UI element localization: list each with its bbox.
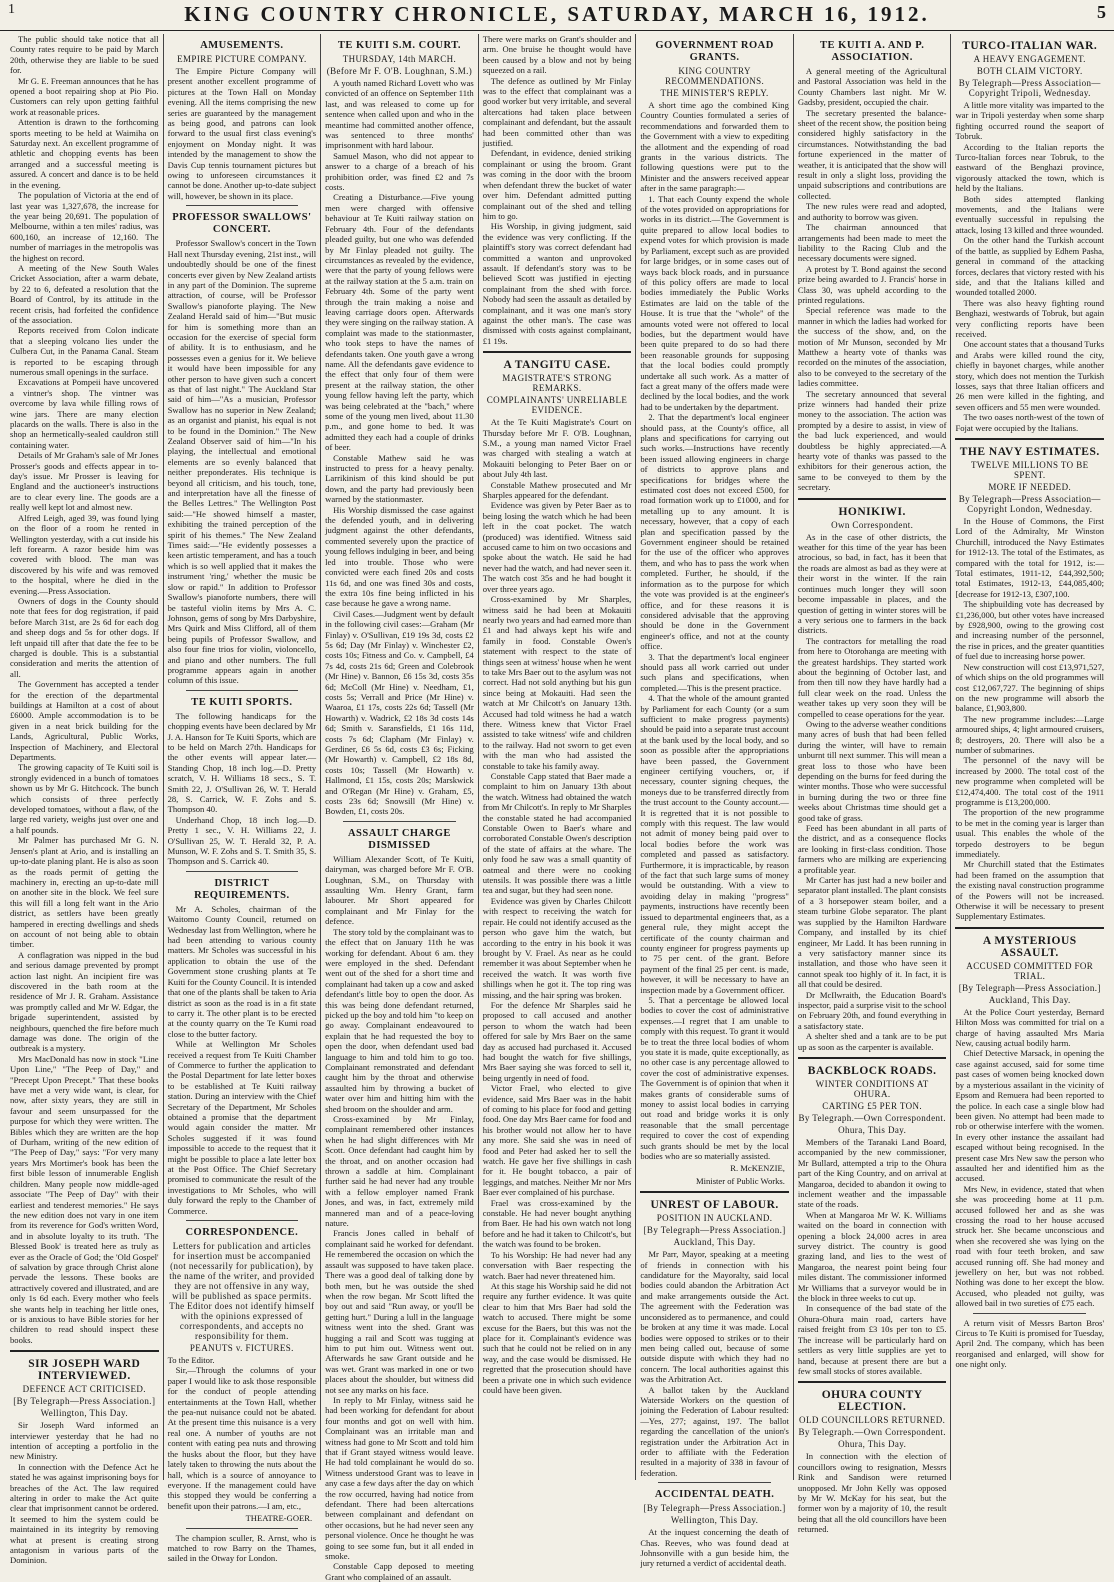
article-paragraph: At this stage his Worship said he did not require any further evidence. It was quite clear to him that Mrs Baer had sold the watch to accused. There might be some excuse for the Baers, but this was not the place for it. Complainant's evidence was such that he could not be relied on in any way, and the case would be dismissed. He regretted that the prosecution should have been a private one in which such evidence could have been given. (482, 1280, 632, 1395)
column-divider-rule (955, 438, 1104, 440)
column-divider-rule (798, 1057, 947, 1059)
article-paragraph: 4. That the whole of the amount granted by Parliament for each County (or a sum sufficient to make progress payments) should be paid into a separate trust account at the bank used by the local body, and so soon as possible after the appropriations have been passed, the Government engineer certifying vouchers, or, if necessary, counter signing cheques, the moneys due to be transferred directly from the trust account to the County account.—It is regretted that it is not possible to comply with this request. The law would not admit of money being paid over to local bodies before the work was completed and passed as satisfactory. Furthermore, it is impracticable, by reason of the fact that such large sums of money would be outstanding. With a view to avoiding delay in making "progress" payments, instructions have recently been issued to departmental engineers that, as a general rule, they might accept the certificate of the county chairman and county engineer for progress payments up to 75 per cent. of the grant. Before payment of the final 25 per cent. is made, however, it will be necessary to have an inspection made by a Government officer. (640, 693, 789, 995)
article-headline: GOVERNMENT ROAD GRANTS. (655, 40, 774, 63)
column-divider-rule (955, 927, 1104, 929)
article-paragraph: Special reference was made to the manner in which the ladies had worked for the success of the show, and, on the motion of Mr Munson, seconded by Mr Matthew a hearty vote of thanks was recorded on the minutes of the association, also to be conveyed to the secretary of the ladies committee. (797, 305, 947, 389)
article-paragraph: Frael was cross-examined by the constable. He had never bought anything from Baer. He had his own watch not long before and he had it taken to Chilcott's, but the watch was found to be broken. (482, 1197, 632, 1250)
article-paragraph: At the Te Kuiti Magistrate's Court on Thursday before Mr F. O'B. Loughnan, S.M., a young man named Victor Frael was charged with stealing a watch at Mokauiti belonging to Peter Baer on or about July 4th last. (482, 417, 632, 480)
column-divider-rule (640, 1191, 789, 1193)
article-paragraph: Creating a Disturbance.—Five young men were charged with offensive behaviour at Te Kuiti railway station on February 4th. Four of the defendants pleaded guilty, but one who was defended by Mr Finlay pleaded not guilty. The circumstances as revealed by the evidence, were that the party of young fellows were at the railway station at the 5 a.m. train on February 4th. Some of the party went through the train making a noise and leaving carriage doors open. Afterwards they were singing on the railway station. A complaint was made to the stationmaster, who took steps to have the names of defendants taken. One youth gave a wrong name. All the defendants gave evidence to the effect that only four of them were present at the railway station, the other young fellow having left the party, which was being celebrated at the "bach," where some of the young men lived, about 11.30 p.m., and gone home to bed. It was admitted they each had a couple of drinks of beer. (325, 192, 474, 453)
column-divider-rule (973, 1313, 1086, 1314)
article-paragraph: The secretary announced that several prize winners had handed their prize money to the association. The action was prompted by a desire to assist, in view of the bad luck experienced, and would doubtless be highly appreciated.—A hearty vote of thanks was passed to the exhibitors for their generous action, the same to be conveyed to them by the secretary. (797, 388, 947, 493)
article-subheading: By Telegraph.—Own Correspondent. (798, 1112, 946, 1123)
article-paragraph: A return visit of Messrs Barton Bros' Circus to Te Kuiti is promised for Tuesday, April 2nd. The company, which has been reorganised and enlarged, will show for one night only. (955, 1317, 1105, 1370)
article-paragraph: To his Worship: He had never had any conversation with Baer respecting the watch. Baer had never threatened him. (482, 1249, 632, 1281)
article-headline: TURCO-ITALIAN WAR. (962, 40, 1098, 52)
article-paragraph: In the House of Commons, the First Lord of the Admiralty, Mr Winston Churchill, introduced the Navy Estimates for 1912-13. The total of the Estimates, as compared with the total for 1912, is:—Total estimates, 1911-12, £44,392,500; total Estimates, 1912-13, £44,085,400; [decrease for 1912-13, £307,100. (955, 516, 1105, 599)
article-paragraph: Underhand Chop, 18 inch log.—D. Pretty 1 sec., V. H. Williams 22, J. O'Sullivan 25, W. T. Herald 32, P. A. Munson, W. F. Zohs and S. T. Smith 35, S. Thompson and S. Carrick 40. (167, 814, 317, 867)
article-paragraph: Samuel Mason, who did not appear to answer to a charge of a breach of his prohibition order, was fined £2 and 7s costs. (325, 150, 474, 193)
article-paragraph: A little more vitality was imparted to the war in Tripoli yesterday when some sharp fighting occurred round the seaport of Tobruk. (955, 100, 1105, 142)
article-paragraph: At the Police Court yesterday, Bernard Hilton Moss was committed for trial on a charge of having assaulted Mrs Maria New, causing actual bodily harm. (955, 1006, 1105, 1049)
article-paragraph: The two oases north-west of the town of Fojat were occupied by the Italians. (955, 412, 1105, 433)
article-subheading: Auckland, This Day. (673, 1237, 756, 1248)
article-subheading: THE MINISTER'S REPLY. (660, 88, 769, 98)
article-subheading: POSITION IN AUCKLAND. (656, 1213, 773, 1224)
article-headline: SIR JOSEPH WARD INTERVIEWED. (28, 1358, 141, 1383)
article-paragraph: Civil Cases.—Judgment went by default in the following civil cases:—Graham (Mr Finlay) v. O'Sullivan, £19 19s 3d, costs £2 5s 6d; Day (Mr Finlay) v. Winchester £2, costs 10s; Fitness and Co. v. Campbell, £4 7s 4d, costs 21s 6d; Green and Colebrook (Mr Hine) v. Bannon, £6 15s 3d, costs 35s 6d; McColl (Mr Hine) v. Needham, £1, costs 5s; Verrall and Price (Mr Hine) v. Waaroa, £1 17s, costs 22s 6d; Tassell (Mr Howarth) v. Wadrick, £2 18s 3d costs 14s 6d; Smith v. Saransfields, £1 16s 11d, costs 7s 6d; Clapham (Mr Finlay) v. Gerdiner, £6 5s 6d, costs £3 6s; Ficking (Mr Howarth) v. Campbell, £2 18s 8d, costs 10s; Tassell (Mr Howarth) v. Hallmond, £1 15s, costs 20s; Marskwick and O'Regan (Mr Hine) v. Graham, £5, costs 23s 6d; Snowsill (Mr Hine) v. Bowden, £1, costs 20s. (325, 608, 474, 817)
masthead-left-mark: 1 (8, 2, 15, 17)
article-paragraph: According to the Italian reports the Turco-Italian forces near Tobruk, to the eastward of the Benghazi province, vigorously attacked the town, which is held by the Italians. (955, 141, 1105, 194)
article-paragraph: One account states that a thousand Turks and Arabs were killed round the city, chiefly in bayonet charges, while another story, which does not mention the Turkish losses, says that three Italian officers and 26 men were killed in the fighting, and seven officers and 55 men were wounded. (955, 339, 1105, 412)
article-subheading: TWELVE MILLIONS TO BE SPENT. (971, 460, 1089, 480)
article-subheading: PEANUTS v. FICTURES. (189, 1343, 294, 1354)
article-subheading: Wellington, This Day. (670, 1515, 759, 1526)
article-headline: BACKBLOCK ROADS. (807, 1064, 937, 1077)
article-paragraph: A general meeting of the Agricultural and Pastoral Association was held in the County Chambers last night. Mr W. Gadsby, president, occupied the chair. (797, 66, 947, 108)
column-7 (950, 34, 1108, 1480)
column-6 (793, 34, 951, 1535)
article-paragraph: There were marks on Grant's shoulder and arm. One bruise he thought would have been caused by a blow and not by being squeezed on a rail. (482, 34, 632, 76)
article-subheading: Auckland, This Day. (988, 994, 1071, 1005)
article-paragraph: Members of the Taranaki Land Board, accompanied by the new commissioner, Mr Bullard, attempted a trip to the Ohura part of the King Country, and on arrival at Mangaroa, decided to abandon it owing to inclement weather and the impassable state of the roads. (797, 1136, 947, 1210)
article-headline: OHURA COUNTY ELECTION. (821, 1389, 923, 1414)
article-paragraph: Constable Capp stated that Baer made a complaint to him on January 13th about the watch. Witness had obtained the watch from Mr Chilcott's. In reply to Mr Sharples the constable stated he had accompanied Constable Owen to Baer's whare and corroborated Constable Owen's description of the state of affairs at the whare. The only food he saw was a small quantity of oatmeal and there were no cooking utensils. It was possible there was a little tea and sugar, but they had seen none. (482, 771, 632, 896)
column-divider-rule (186, 1220, 299, 1221)
column-3 (320, 34, 478, 1582)
article-subheading: DEFENCE ACT CRITICISED. (22, 1384, 146, 1395)
article-paragraph: Constable Capp deposed to meeting Grant who complained of an assault. (325, 1561, 474, 1582)
article-paragraph: New construction will cost £13,971,527, of which ships on the old programmes will cost £12,067,727. The beginning of ships on the new programme will absorb the balance, £1,903,800. (955, 661, 1105, 714)
article-paragraph: His Worship, in giving judgment, said the evidence was very conflicting. If the plaintiff's story was correct defendant had committed a wanton and unprovoked assault. If defendant's story was to be believed Scott was justified in ejecting complainant from the shed with force. Nobody had seen the assault as detailed by complainant, and it was one man's story against the other man's. The case was dismissed with costs against complainant, £1 19s. (482, 221, 632, 346)
article-subheading: Letters for publication and articles for insertion must be accompanied (not necessarily for publication), by the name of the writer, and provided they are not offensive in any way, will be published as space permits. The Editor does not identify himself with the opinions expressed of correspondents, and accepts no responsibility for them. (169, 1241, 315, 1342)
column-divider-rule (658, 1482, 771, 1483)
article-paragraph: Mr A. Scholes, chairman of the Waitomo County Council, returned on Wednesday last from Wellington, where he had been attending to various county matters. Mr Scholes was successful in his application to obtain the use of the Government stone crushing plants at Te Kuiti for the County Council. It is intended that one of the plants shall be taken to Aria district as soon as the road is in a fit state to carry it. The other plant is to be erected at the county quarry on the Te Kumi road close to the butter factory. (167, 903, 317, 1039)
article-paragraph: A protest by T. Bond against the second prize being awarded to J. Francis' horse in Class 30, was upheld according to the printed regulations. (797, 263, 947, 305)
article-paragraph: In reply to Mr Finlay, witness said he had been working for defendant for about four months and got on well with him. Complainant was an irritable man and witness had gone to Mr Scott and told him that if Grant stayed witness would leave. He had told complainant he would do so. Witness understood Grant was to leave in any case a few days after the day on which the row occurred, having had notice from defendant. There had been altercations between complainant and defendant on other occasions, but he had never seen any personal violence. Once he thought he was going to see some fun, but it all ended in smoke. (325, 1394, 474, 1562)
column-2 (163, 34, 321, 1564)
column-divider-rule (483, 351, 632, 353)
article-paragraph: Both sides attempted flanking movements, and the Italians were eventually successful in repulsing the attack, losing 13 killed and three wounded. (955, 193, 1105, 235)
article-headline: PROFESSOR SWALLOWS' CONCERT. (172, 212, 312, 236)
article-paragraph: A shelter shed and a tank are to be put up as soon as the carpenter is available. (797, 1031, 947, 1052)
article-paragraph: Details of Mr Graham's sale of Mr Jones Prosser's goods and effects appear in to-day's issue. Mr Prosser is leaving for England and the auctioneer's instructions are to clear every line. The goods are a really well kept lot and almost new. (10, 450, 159, 513)
article-paragraph: 2. That the department's local engineer should pass, at the County's office, all plans and specifications for carrying out such works.—Instructions have recently been issued allowing engineers in charge of districts to approve plans and specifications for bridges where the estimated cost does not exceed £500, for road formation work up to £1000, and for metalling up to any amount. It is necessary, however, that a copy of each plan and specification passed by the Government engineer should be retained for the use of the officer who approves them, and who has to pass the work when completed. Further, he should, if the information as to the purpose for which the vote was provided is at the engineer's office, and for these reasons it is considered advisable that the approving should be done in the Government engineer's office, and not at the county office. (640, 412, 789, 652)
article-paragraph: His Worship dismissed the case against the defended youth, and in delivering judgment against the other defendants, commented severely upon the practice of young fellows indulging in beer, and being led into trouble. Those who were convicted were each fined 20s and costs 11s 6d, and one was fined 30s and costs, the extra 10s fine being inflicted in his case because he gave a wrong name. (325, 504, 474, 609)
column-divider-rule (186, 690, 299, 691)
article-subheading: MORE IF NEEDED. (988, 482, 1072, 492)
article-headline: TE KUITI A. AND P. ASSOCIATION. (820, 40, 925, 63)
article-paragraph: 3. That the department's local engineer should pass all work carried out under such plans and specifications, when completed.—This is the present practice. (640, 651, 789, 693)
article-paragraph: Evidence was given by Charles Chilcott with respect to receiving the watch for repair. He could not identify accused as the person who gave him the watch, but according to the entry in his book it was brought by V. Frael. As near as he could remember it was about September when he received the watch. It was worth five shillings when he got it. The top ring was missing, and the hair spring was broken. (482, 895, 632, 1000)
article-paragraph: A short time ago the combined King Country Counties formulated a series of recommendations and forwarded them to the Government with a view to expediting the allotment and the expending of road grants in the various districts. The following questions were put to the Minister and the answers received appear after in the same paragraph:— (640, 100, 789, 194)
article-subheading: BOTH CLAIM VICTORY. (976, 66, 1083, 76)
article-paragraph: Francis Jones called in behalf of complainant said he worked for defendant. He remembered the occasion on which the assault was supposed to have taken place. There was a good deal of talking done by both men, but he was outside the shed when the row began. Mr Scott lifted the boy out and said "Run away, or you'll be getting hurt." During a lull in the language witness went into the shed. Grant was hugging a rail and Scott was tugging at him to put him out. Witness went out. Afterwards he saw Grant outside and he was wet. Grant was marked in one or two places about the shoulder, but witness did not see any marks on his face. (325, 1228, 474, 1395)
article-headline: A MYSTERIOUS ASSAULT. (982, 934, 1077, 959)
article-headline: A TANGITU CASE. (503, 359, 611, 372)
article-paragraph: Sir,—Through the columns of your paper I would like to ask those responsible for the conduct of people attending entertainments at the Town Hall, whether the pea-nut nuisance could not be abated. At the present time this nuisance is a very real one. A number of youths are not content with eating pea nuts and throwing the husks about the floor, but they have lately taken to throwing the nuts about the hall, which is a source of annoyance to everyone. If the management could have this stopped they would be conferring a benefit upon their patrons.—I am, etc., (167, 1365, 317, 1511)
article-paragraph: Mrs MacDonald has now in stock "Line Upon Line," "The Peep of Day," and "Precept Upon Precept." That these books have met a very wide want, is clear, for now, after sixty years, they are still in favour and seem unsurpassed for the purpose for which they were written. The Bibles which they are written are the hop of Durham, writing of the new edition of "The Peep of Day," says: "For very many years Mrs Mortimer's book has been the first bible lesson of innumerable English children. Many people now middle-aged associate "The Peep of Day" with their earliest and tenderest memories." He says the new edition does not vary in one item from its reverence for God's written Word, and in absolute loyalty to its truth. 'The Blessed Book' is treated here as truly as ever as the Oracle of God; the 'Old Gospel' of salvation by grace through Christ alone pervade the lessons. These books are attractively covered and illustrated, and are only 1s 6d each. Every mother who feels she wants help in teaching her little ones, or is anxious to have Bible stories for her children to read should inspect these books. (10, 1053, 159, 1345)
article-paragraph: In consequence of the bad state of the Ohura-Ohura main road, carters have raised freight from £3 10s per ton to £5. The increase will be particularly hard on settlers as very little supplies are yet to hand, because at present there are but a few small stocks of stores available. (797, 1303, 947, 1376)
article-subheading: By Telegraph.—Own Correspondent. (798, 1427, 946, 1438)
column-1 (6, 34, 163, 1566)
article-paragraph: Evidence was given by Peter Baer as to being losing the watch which he had been left in the coat pocket. The watch (produced) was identified. Witness said accused came to him on two occasions and spoke about the watch. He said he had never had the watch, and had never seen it. The watch cost 35s and he had bought it over three years ago. (482, 500, 632, 594)
article-subheading: WINTER CONDITIONS AT OHURA. (815, 1078, 929, 1099)
article-headline: AMUSEMENTS. (200, 40, 284, 51)
article-paragraph: The secretary presented the balance-sheet of the recent show, the position being considered highly satisfactory in the circumstances. Notwithstanding the bad fortune experienced in the matter of weather, it is anticipated that the show will result in only a slight loss, providing the unpaid subscriptions and contributions are collected. (797, 107, 947, 201)
article-paragraph: A ballot taken by the Auckland Waterside Workers on the question of joining the Federation of Labour resulted:—Yes, 277; against, 197. The ballot regarding the cancellation of the union's registration under the Arbitration Act in order to affiliate with the Federation resulted in a majority of 338 in favour of federation. (640, 1384, 789, 1478)
article-paragraph: When at Mangaroa Mr W. K. Williams waited on the board in connection with opening a block 24,000 acres in area survey district. The country is good grazing land, and lies to the west of Mangaroa, the nearest point being four miles distant. The commissioner informed Mr Williams that a surveyor would be in the block in three weeks to cut up. (797, 1209, 947, 1304)
article-subheading: (Before Mr F. O'B. Loughnan, S.M.) (326, 66, 473, 76)
article-paragraph: The proportion of the new programme to be met in the coming year is larger than usual. This enables the whole of the torpedo destroyers to be begun immediately. (955, 807, 1105, 859)
article-subheading: Ohura, This Day. (838, 1124, 907, 1135)
article-subheading: A HEAVY ENGAGEMENT. (973, 54, 1086, 64)
article-paragraph: Dr McIlwraith, the Education Board's inspector, paid a surprise visit to the school on February 20th, and found everything in a satisfactory state. (797, 989, 947, 1031)
article-paragraph: William Alexander Scott, of Te Kuiti, dairyman, was charged before Mr F. O'B. Loughnan, S.M., on Thursday with assaulting Wm. Henry Grant, farm labourer. Mr Short appeared for complainant and Mr Finlay for the defence. (325, 853, 474, 927)
article-paragraph: A meeting of the New South Wales Cricket Association, after a warm debate, by 22 to 6, defeated a resolution that the Board of Control, by its attitude in the recent crisis, had forfeited the confidence of the association. (10, 262, 159, 325)
article-subheading: Ohura, This Day. (838, 1439, 907, 1450)
article-subheading: ACCUSED COMMITTED FOR TRIAL. (966, 960, 1094, 981)
article-subheading: EMPIRE PICTURE COMPANY. (177, 54, 307, 64)
article-headline: DISTRICT REQUIREMENTS. (194, 877, 290, 901)
column-divider-rule (798, 1381, 947, 1383)
article-headline: TE KUITI SPORTS. (191, 696, 293, 708)
article-headline: UNREST OF LABOUR. (650, 1199, 779, 1212)
article-subheading: By Telegraph—Press Association—Copyright Tripoli, Wednesday. (958, 78, 1101, 98)
article-headline: ACCIDENTAL DEATH. (654, 1489, 775, 1501)
article-paragraph: The following handicaps for the chopping events have been declared by Mr J. A. Hanson for Te Kuiti Sports, which are to be held on March 27th. Handicaps for the other events will appear later.—Standing Chop, 18 inch log.—D. Pretty scratch, V. H. Williams 18 secs., S. T. Smith 22, J. O'Sullivan 26, W. T. Herald 28, S. Carrick, W. F. Zohs and S. Thompson 40. (167, 710, 317, 815)
article-subheading: [By Telegraph—Press Association.] (958, 982, 1101, 993)
article-paragraph: A conflagration was nipped in the bud and serious damage prevented by prompt action last night. An incipient fire was discovered in the bath room at the residence of Mr J. R. Graham. Assistance was promptly called and Mr W. Edgar, the brigade superintendent, assisted by neighbours, quenched the fire before much damage was done. The origin of the outbreak is a mystery. (10, 949, 159, 1054)
article-paragraph: The champion sculler, R. Arnst, who is matched to row Barry on the Thames, sailed in the Otway for London. (167, 1532, 317, 1564)
article-paragraph: There was also heavy fighting round Benghazi, westwards of Tobruk, but again very conflicting reports have been received. (955, 297, 1105, 339)
article-paragraph: As in the case of other districts, the weather for this time of the year has been atrocious, so bad, in fact, has it been that the roads are almost as bad as they were at their worst in the winter. If the rain continues much longer they will soon become impassable in places, and the question of getting in winter stores will be a very serious one to farmers in the back districts. (797, 531, 947, 636)
newspaper-columns (6, 34, 1108, 1582)
article-paragraph: To the Editor. (167, 1355, 215, 1366)
article-paragraph: The shipbuilding vote has decreased by £1,236,000, but other votes have increased by £928,900, owing to the growing cost and increasing number of the personnel, the rise in prices, and the greater quantities of fuel due to increasing horse power. (955, 599, 1105, 662)
column-4 (478, 34, 636, 1480)
column-5 (635, 34, 793, 1569)
article-paragraph: The Empire Picture Company will present another excellent programme of pictures at the Town Hall on Monday evening. All the items comprising the new series are guaranteed by the management as being good, and patrons can look forward to the usual first class evening's enjoyment on Monday night. It was intended by the management to show the Davis Cup tennis tournament pictures but owing to unforeseen circumstances it cannot be done. Another up-to-date subject will, however, be shown in its place. (167, 66, 317, 201)
article-paragraph: Reports received from Colon indicate that a sleeping volcano lies under the Culbera Cut, in the Panama Canal. Steam is reported to be escaping through numerous small openings in the surface. (10, 325, 159, 377)
article-paragraph: On the other hand the Turkish account of the battle, as supplied by Edhem Pasha, general in command of the attacking forces, declares that victory rested with his side, and that the Italians killed and wounded totalled 2000. (955, 235, 1105, 298)
article-signature: Minister of Public Works. (695, 1175, 785, 1186)
article-paragraph: For the defence Mr Sharples said he proposed to call accused and another person to whom the watch had been offered for sale by Mrs Baer on the same day as accused had purchased it. Accused had bought the watch for five shillings, Mrs Baer saying she was forced to sell it, being urgently in need of food. (482, 999, 632, 1083)
article-headline: ASSAULT CHARGE DISMISSED (347, 827, 451, 851)
article-paragraph: The population of Victoria at the end of last year was 1,327,678, the increase for the year being 20,691. The population of Melbourne, within a ten miles' radius, was 600,160, an increase of 12,160. The number of marriages in the metropolis was the highest on record. (10, 190, 159, 263)
article-subheading: KING COUNTRY RECOMMENDATIONS. (665, 66, 765, 86)
article-paragraph: The Government has accepted a tender for the erection of the departmental buildings at Hamilton at a cost of about £6000. Ample accommodation is to be given in a neat brick building for the Lands, Agricultural, Public Works, Inspection of Machinery, and Electoral Departments. (10, 679, 159, 763)
article-paragraph: In connection with the Defence Act he stated he was against imprisoning boys for breaches of the Act. The law required altering in order to make the Act quite clear that imprisonment cannot be ordered. It seemed to him the system could be maintained in its integrity by removing what at present is creating strong antagonism in various parts of the Dominion. (10, 1461, 159, 1566)
article-paragraph: Mr Carter has just had a new boiler and separator plant installed. The plant consists of a 3 horsepower steam boiler, and a steam turbine Globe separator. The plant was supplied by the Hamilton Hardware Company, and installed by its chief engineer, Mr Ladd. It has been running in a very satisfactory manner since its installation, and those who have seen it cannot speak too highly of it. In fact, it is all that could be desired. (797, 875, 947, 990)
article-paragraph: Owners of dogs in the County should note that fees for dog registration, if paid before March 31st, are 2s 6d for each dog and sheep dogs and 5s for other dogs. If left unpaid till after that date the fee to be charged is double. This is a substantial consideration and merits the attention of all. (10, 595, 159, 679)
article-headline: HONIKIWI. (838, 505, 906, 518)
column-divider-rule (186, 205, 299, 206)
article-paragraph: In connection with the election of councillors owing to resignation, Messrs Rink and Sandison were returned unopposed. Mr John Kelly was opposed by Mr W. McKay for his seat, but the former won by a majority of 10, the result being that all the old councillors have been returned. (797, 1451, 947, 1535)
column-divider-rule (10, 1350, 159, 1352)
article-paragraph: Feed has been abundant in all parts of the district, and as a consequence flocks are looking in first-class condition. Those farmers who are milking are experiencing a profitable year. (797, 823, 947, 875)
article-paragraph: 1. That each County expend the whole of the votes provided on appropriations for works in its district.—The Government is quite prepared to allow local bodies to expend votes for which provision is made by Parliament, except such as are provided for large bridges, or in some cases out of ways back block roads, and in pursuance of this policy offers are made to local bodies immediately the Public Works Estimates are laid on the table of the House. It is true that the "whole" of the amounts voted were not offered to local bodies, but the department would have been quite prepared to do so had there been reasonable grounds for supposing that the local bodies could promptly undertake all such work. As a matter of fact a great many of the offers made were declined by the local bodies, and the work had to be undertaken by the department. (640, 193, 789, 412)
article-subheading: [By Telegraph—Press Association.] (643, 1225, 786, 1236)
article-subheading: Own Correspondent. (831, 519, 914, 530)
column-divider-rule (186, 1528, 299, 1529)
article-signature: THEATRE-GOER. (245, 1513, 313, 1524)
article-subheading: THURSDAY, 14th MARCH. (342, 54, 457, 64)
article-paragraph: Excavations at Pompeii have uncovered a vintner's shop. The vintner was overcome by lava while filling rows of wine jars. There are many election placards on the walls. There is also in the shop an hermetically-sealed cauldron still containing water. (10, 377, 159, 450)
article-subheading: Wellington, This Day. (40, 1408, 128, 1419)
article-paragraph: The public should take notice that all County rates require to be paid by March 20th, otherwise they are liable to be sued for. (10, 34, 159, 76)
article-paragraph: The personnel of the navy will be increased by 2000. The total cost of the new programme when completed will be £12,474,400. The total cost of the 1911 programme is £13,200,000. (955, 755, 1105, 807)
article-subheading: OLD COUNCILLORS RETURNED. (799, 1415, 946, 1426)
article-headline: CORRESPONDENCE. (185, 1227, 299, 1239)
article-paragraph: The story told by the complainant was to the effect that on January 11th he was working for defendant. About 6 am. they were employed in the shed. Defendant went out of the shed for a short time and complainant had taken up a cow and asked defendant's little boy to open the door. As this was being done defendant returned, picked up the boy and told him "to keep on go away. Complainant endeavoured to explain that he had requested the boy to open the door, when defendant used bad language to him and told him to go too. Complainant remonstrated and defendant caught him by the throat and otherwise assaulted him by throwing a bucket of water over him and hitting him with the shed broom on the shoulder and arm. (325, 926, 474, 1114)
article-subheading: CARTING £5 PER TON. (822, 1100, 923, 1111)
article-paragraph: While at Wellington Mr Scholes received a request from Te Kuiti Chamber of Commerce to further the application to the Postal Department for late letter boxes to be established at Te Kuiti railway station. During an interview with the Chief Secretary of the Department, Mr Scholes obtained a promise that the department would again consider the matter. Mr Scholes suggested if it was found impossible to accede to the request that it might be possible to place a late letter box at the Post Office. The Chief Secretary promised to communicate the result of the investigations to Mr Scholes, who will duly forward the reply to the Chamber of Commerce. (167, 1039, 317, 1216)
article-paragraph: Mr G. E. Freeman announces that he has opened a boot repairing shop at Pio Pio. Customers can rely upon getting faithful work at reasonable prices. (10, 75, 159, 117)
article-signature: R. McKENZIE, (730, 1163, 785, 1174)
article-paragraph: Mr Palmer has purchased Mr G. N. Jensen's plant at Ario, and is installing an up-to-date planing plant. He is also as soon as the roads permit of getting the machinery in, erecting an up-to-date mill on another site in the block. We feel sure this will fill a long felt want in the Ario district, as settlers have been greatly hampered in erecting dwellings and sheds on account of not being able to obtain timber. (10, 835, 159, 950)
article-paragraph: The defence as outlined by Mr Finlay was to the effect that complainant was a good worker but very irritable, and several altercations had taken place between complainant and defendant, but the assault had been committed other than was justified. (482, 75, 632, 149)
article-subheading: [By Telegraph—Press Association.] (643, 1503, 786, 1514)
article-paragraph: Attention is drawn to the forthcoming sports meeting to be held at Waimiha on Saturday next. An excellent programme of athletic and chopping events has been arranged and a successful meeting is assured. A concert and dance is to be held in the evening. (10, 117, 159, 190)
article-paragraph: At the inquest concerning the death of Chas. Reeves, who was found dead at Johnsonville with a gun beside him, the jury returned a verdict of accidental death. (640, 1527, 789, 1569)
article-paragraph: The new rules were read and adopted, and authority to borrow was given. (797, 201, 947, 222)
column-divider-rule (343, 821, 456, 822)
article-subheading: COMPLAINANTS' UNRELIABLE EVIDENCE. (486, 395, 628, 416)
masthead (0, 0, 1114, 31)
article-paragraph: 5. That a percentage be allowed local bodies to cover the cost of administrative expenses.—I regret that I am unable to comply with this request. To grant it would be to treat the three local bodies of whom you state it is made, quite exceptionally, as no other case is any percentage allowed to cover the cost of administrative expenses. The Government is of opinion that when it makes grants of considerable sums of money to assist local bodies in carrying out road and bridge works it is only reasonable that the small percentage required to cover the cost of expending such grants should be met by the local bodies who are so materially assisted. (640, 994, 789, 1162)
article-paragraph: The growing capacity of Te Kuiti soil is strongly evidenced in a bunch of tomatoes shown us by Mr G. Hitchcock. The bunch which consists of three perfectly developed tomatoes, without a flaw, of the large red variety, weighs just over one and a half pounds. (10, 762, 159, 835)
article-paragraph: Cross-examined by Mr Finlay, complainant remembered other instances when he had slight differences with Mr Scott. Once defendant had caught him by the throat, and on another occasion had thrown a saddle at him. Complainant further said he had never had any trouble with a fellow employer named Frank Jones, and was, in fact, extremely mild mannered man and of a peace-loving nature. (325, 1114, 474, 1229)
article-paragraph: Defendant, in evidence, denied striking complainant or using the broom. Grant was coming in the door with the broom when defendant threw the bucket of water over him. Defendant admitted putting complainant out of the shed and telling him to go. (482, 148, 632, 221)
article-subheading: MAGISTRATE'S STRONG REMARKS. (502, 373, 612, 394)
article-paragraph: The contractors for metalling the road from here to Otorohanga are meeting with the greatest hardships. They started work about the beginning of October last, and from then till now they have hardly had a full clear week on the road. Unless the weather takes up very soon they will be compelled to cease operations for the year. (797, 635, 947, 719)
article-paragraph: A youth named Richard Lovett who was convicted of an offence on September 11th last, and was released to come up for sentence when called upon and who in the meantime had committed another offence, was sentenced to three months' imprisonment with hard labour. (325, 78, 474, 151)
column-divider-rule (186, 871, 299, 872)
article-subheading: [By Telegraph—Press Association.] (13, 1396, 156, 1407)
article-paragraph: The chairman announced that arrangements had been made to meet the liability to the Racing Club and the necessary documents were signed. (797, 222, 947, 264)
article-paragraph: Professor Swallow's concert in the Town Hall next Thursday evening, 21st inst., will undoubtedly should be one of the finest concerts ever given by New Zealand artists in any part of the Dominion. The supreme attraction, of course, will be Professor Swallow's pianoforte playing. The New Zealand Herald said of him—"But music for him is something more than an occasion for the exercise of special form of ability. It is to enthusiasm, and he possesses even a genius for it. We believe it would have been impossible for any other person to have given such a concert as that of last night." The Auckland Star said of him—"As a musician, Professor Swallow has no superior in New Zealand; as an organist and pianist, his equal is not to be found in the Dominion." The New Zealand Observer said of him—"In his playing, the intellectual and emotional elements are so evenly balanced that neither preponderates. His technique is beyond all criticism, and his touch, tone, and interpretation have all the finesse of the Belles Lettres." The Wellington Post said:—"He showed himself a master, exhibiting the trained perception of the spirit of his themes." The New Zealand Times said:—"He evidently possesses a keen artistic temperament, and has a touch which is so well applied that it makes the instrument 'ring,' whether the music be slow or rapid." In addition to Professor Swallow's pianoforte numbers, there will be tasteful violin items by Mrs A. C. Johnson, gems of song by Mrs Darbyshire, Mrs Quirk and Miss Clifford, all of them being pupils of Professor Swallow, and also four fine trios for violin, violoncello, and piano and other numbers. The full programme appears again in another column of this issue. (167, 238, 317, 686)
article-headline: THE NAVY ESTIMATES. (959, 446, 1100, 458)
article-paragraph: Mr Parr, Mayor, speaking at a meeting of friends in connection with his candidature for the Mayoralty, said local bodies could abandon the Arbitration Act and make arrangements outside the Act. The agreement with the Federation was unconsidered as to permanence, and could be broken at any time it was made. Local bodies were opposed to strikes or to their men being called out, because of some outside dispute with which they had no concern. The local authorities against this was the Arbitration Act. (640, 1249, 789, 1385)
article-paragraph: The new programme includes:—Large armoured ships, 4; light armoured cruisers, 8; destroyers, 20. There will also be a number of submarines. (955, 713, 1105, 755)
column-divider-rule (798, 498, 947, 500)
article-subheading: By Telegraph—Press Association—Copyright London, Wednesday. (958, 494, 1101, 514)
newspaper-title: KING COUNTRY CHRONICLE, SATURDAY, MARCH 16, 1912. (184, 2, 930, 26)
article-paragraph: Constable Mathew said he was instructed to press for a heavy penalty. Larrikinism of this kind should be put down, and the party had previously been warned by the stationmaster. (325, 452, 474, 505)
article-paragraph: Mrs New, in evidence, stated that when she was proceeding home at 11 p.m. accused followed her and as she was crossing the road to her house accused struck her. She became unconscious and when she recovered she was lying on the road with four teeth broken, and saw accused running off. She had money and jewellery on her, but was not robbed. Nothing was done to her except the blow. Accused, who pleaded not guilty, was allowed bail in two sureties of £75 each. (955, 1183, 1105, 1309)
article-paragraph: Alfred Leigh, aged 39, was found lying on the floor of a room he rented in Wellington yesterday, with a cut inside his left forearm. A razor beside him was covered with blood. The man was discovered by his wife and was removed to the hospital, where he died in the evening.—Press Association. (10, 512, 159, 596)
article-paragraph: Victor Frael, who elected to give evidence, said Mrs Baer was in the habit of coming to his place for food and getting food. One day Mrs Baer came for food and his brother would not allow her to have any more. She said she was in need of food and Peter had asked her to sell the watch. He gave her five shillings in cash for it. He bought tobacco, a pair of leggings, and matches. Neither Mr nor Mrs Baer ever complained of his purchase. (482, 1083, 632, 1198)
article-paragraph: Constable Mathew prosecuted and Mr Sharples appeared for the defendant. (482, 479, 632, 501)
page-number: 5 (1097, 2, 1106, 22)
article-paragraph: Cross-examined by Mr Sharples, witness said he had been at Mokauiti nearly two years and had earned more than £1 and had always kept his wife and family in food. Constable Owen's statement with respect to the state of things seen at witness' house when he went to take Mrs Baer out to the asylum was not correct. Had not sold anything but his gun since being at Mokauiti. Had seen the watch at Mr Chilcott's on January 13th. Accused had told witness he had a watch there. Witness knew that Victor Frael assisted to take witness' wife and children to the railway. Had not sworn to get even with the man who had assisted the constable to take his family away. (482, 594, 632, 771)
article-paragraph: Sir Joseph Ward informed an interviewer yesterday that he had no intention of accepting a portfolio in the new Ministry. (10, 1420, 159, 1462)
article-paragraph: Chief Detective Marsack, in opening the case against accused, said for some time past cases of women being knocked down by a mysterious assailant in the vicinity of Epsom and Remuera had been reported to the police. In each case a single blow had been given. No attempt had been made to rob or otherwise interfere with the women. In every other instance the assailant had escaped without being recognised. In the present case Mrs New saw the person who assaulted her and identified him as the accused. (955, 1048, 1105, 1184)
article-paragraph: Owing to the adverse weather conditions many acres of bush that had been felled during the winter, will have to remain unburnt till next summer. This will mean a great loss to those who have been depending on the burns for feed during the winter months. Those who were successful in burning during the two or three fine weeks about Christmas time should get a good take of grass. (797, 718, 947, 823)
article-headline: TE KUITI S.M. COURT. (337, 40, 462, 51)
article-paragraph: Mr Churchill stated that the Estimates had been framed on the assumption that the existing naval construction programme of the Powers will not be increased. Otherwise it will be necessary to present Supplementary Estimates. (955, 859, 1105, 922)
